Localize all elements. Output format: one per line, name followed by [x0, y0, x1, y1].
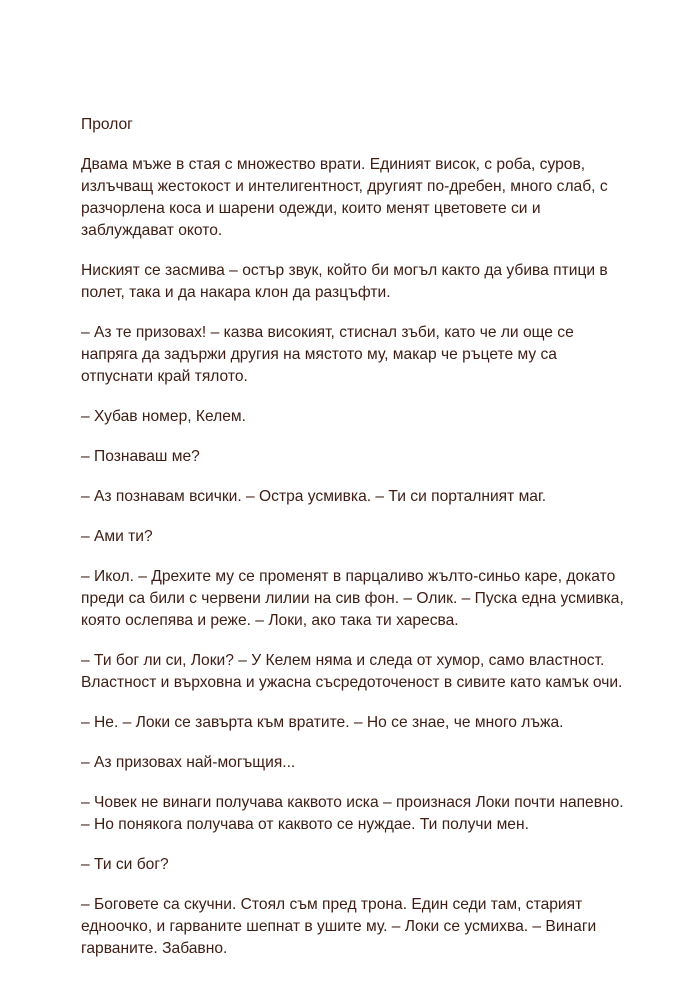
document-body — [81, 114, 626, 978]
paragraph: – Ти бог ли си, Локи? – У Келем няма и следа от хумор, само властност. Властност и върховна и ужасна съсредоточеност в сивите като камък очи. — [81, 652, 623, 691]
paragraph: – Аз призовах най-могъщия... — [81, 754, 296, 771]
paragraph: – Аз познавам всички. – Остра усмивка. – Ти си порталният маг. — [81, 488, 547, 505]
paragraph: – Аз те призовах! – казва високият, стиснал зъби, като че ли още се напряга да задържи другия на мястото му, макар че ръцете му са отпуснати край тялото. — [81, 324, 574, 385]
paragraph: – Ами ти? — [81, 528, 153, 545]
paragraph: – Боговете са скучни. Стоял съм пред трона. Един седи там, старият едноочко, и гарваните шепнат в ушите му. – Локи се усмихва. – Винаги гарваните. Забавно. — [81, 896, 597, 957]
paragraph: – Ти си бог? — [81, 856, 169, 873]
paragraph: Двама мъже в стая с множество врати. Единият висок, с роба, суров, излъчващ жестокост и интелигентност, другият по-дребен, много слаб, с разчорлена коса и шарени одежди, които менят цветовете си и заблуждават окото. — [81, 156, 608, 239]
paragraph: – Хубав номер, Келем. — [81, 408, 246, 425]
chapter-title: Пролог — [81, 116, 133, 133]
paragraph: – Не. – Локи се завърта към вратите. – Но се знае, че много лъжа. — [81, 714, 564, 731]
paragraph: – Човек не винаги получава каквото иска – произнася Локи почти напевно. – Но понякога получава от каквото се нуждае. Ти получи мен. — [81, 794, 624, 833]
paragraph: – Икол. – Дрехите му се променят в парцаливо жълто-синьо каре, докато преди са били с червени лилии на сив фон. – Олик. – Пуска една усмивка, която ослепява и реже. – Локи, ако така ти харесва. — [81, 568, 624, 629]
paragraph: Ниският се засмива – остър звук, който би могъл както да убива птици в полет, така и да накара клон да разцъфти. — [81, 262, 608, 301]
paragraph: – Познаваш ме? — [81, 448, 200, 465]
